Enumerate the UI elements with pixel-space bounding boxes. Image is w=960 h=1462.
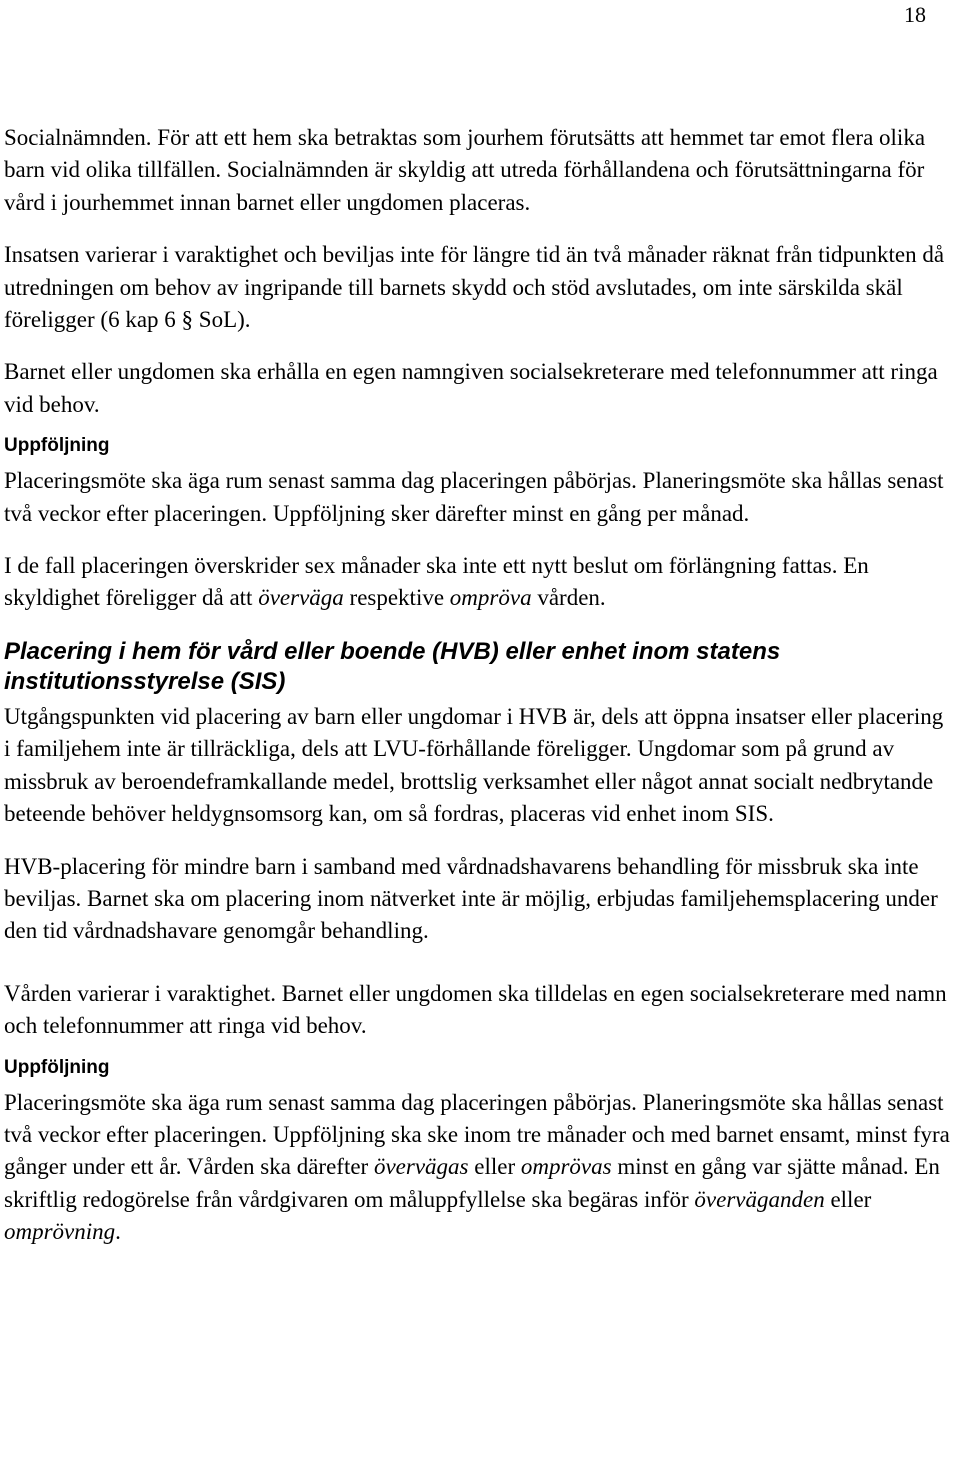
- paragraph-insatsen: Insatsen varierar i varaktighet och beviljas inte för längre tid än två månader räknat från tidpunkten då utredningen om behov av ingripande till barnets skydd och stöd avslutades, om inte särskilda skäl föreligger (6 kap 6 § SoL).: [4, 242, 945, 333]
- emphasis-omprovas: omprövas: [520, 1154, 612, 1180]
- text-run: minst en gång var sjätte månad. En skriftlig redogörelse från vårdgivaren om måluppfyllelse ska begäras inför: [4, 1154, 940, 1212]
- subheading-uppfoljning-2: Uppföljning: [4, 1056, 110, 1078]
- text-run: vården.: [531, 585, 606, 611]
- text-run: Placeringsmöte ska äga rum senast samma dag placeringen påbörjas. Planeringsmöte ska hållas senast två veckor efter placeringen. Uppföljning ska ske inom tre månader och med barnet ensamt, minst fyra gånger under ett år. Vården ska därefter: [4, 1089, 950, 1180]
- paragraph-placeringsmote-1: Placeringsmöte ska äga rum senast samma dag placeringen påbörjas. Planeringsmöte ska hållas senast två veckor efter placeringen. Uppföljning sker därefter minst en gång per månad.: [4, 468, 944, 526]
- paragraph-placeringsmote-2: [4, 1087, 950, 1249]
- page-number: 18: [904, 2, 926, 27]
- text-run: respektive: [343, 585, 450, 611]
- section-heading-hvb-sis: Placering i hem för vård eller boende (HVB) eller enhet inom statens institutionsstyrelse (SIS): [4, 637, 781, 695]
- emphasis-overvaganden: överväganden: [694, 1186, 825, 1212]
- subheading-uppfoljning-1: Uppföljning: [4, 435, 110, 457]
- emphasis-overvagas: övervägas: [373, 1154, 469, 1180]
- paragraph-socialsekreterare: Barnet eller ungdomen ska erhålla en egen namngiven socialsekreterare med telefonnummer att ringa vid behov.: [4, 359, 938, 417]
- paragraph-utgangspunkten: Utgångspunkten vid placering av barn eller ungdomar i HVB är, dels att öppna insatser eller placering i familjehem inte är tillräckliga, dels att LVU-förhållande föreligger. Ungdomar som på grund av missbruk av beroendeframkallande medel, brottslig verksamhet eller något annat socialt nedbrytande beteende behöver heldygnsomsorg kan, om så fordras, placeras vid enhet inom SIS.: [4, 703, 944, 827]
- paragraph-forlangning: [4, 550, 950, 615]
- text-run: .: [115, 1219, 121, 1245]
- paragraph-hvb-placering: HVB-placering för mindre barn i samband med vårdnadshavarens behandling för missbruk ska inte beviljas. Barnet ska om placering inom nätverket inte är möjlig, erbjudas familjehemsplacering under den tid vårdnadshavare genomgår behandling.: [4, 853, 938, 944]
- text-run: eller: [468, 1154, 521, 1180]
- text-run: I de fall placeringen överskrider sex månader ska inte ett nytt beslut om förlängning fattas. En skyldighet föreligger då att: [4, 553, 869, 611]
- emphasis-overvaga: överväga: [258, 585, 344, 611]
- document-body: [4, 122, 950, 1269]
- emphasis-omprovning: omprövning: [4, 1219, 116, 1245]
- emphasis-ompröva: ompröva: [449, 585, 532, 611]
- text-run: eller: [824, 1186, 872, 1212]
- paragraph-jourhem: Socialnämnden. För att ett hem ska betraktas som jourhem förutsätts att hemmet tar emot flera olika barn vid olika tillfällen. Socialnämnden är skyldig att utreda förhållandena och förutsättningarna för vård i jourhemmet innan barnet eller ungdomen placeras.: [4, 125, 926, 215]
- paragraph-varden-varierar: Vården varierar i varaktighet. Barnet eller ungdomen ska tilldelas en egen socialsekreterare med namn och telefonnummer att ringa vid behov.: [4, 980, 947, 1039]
